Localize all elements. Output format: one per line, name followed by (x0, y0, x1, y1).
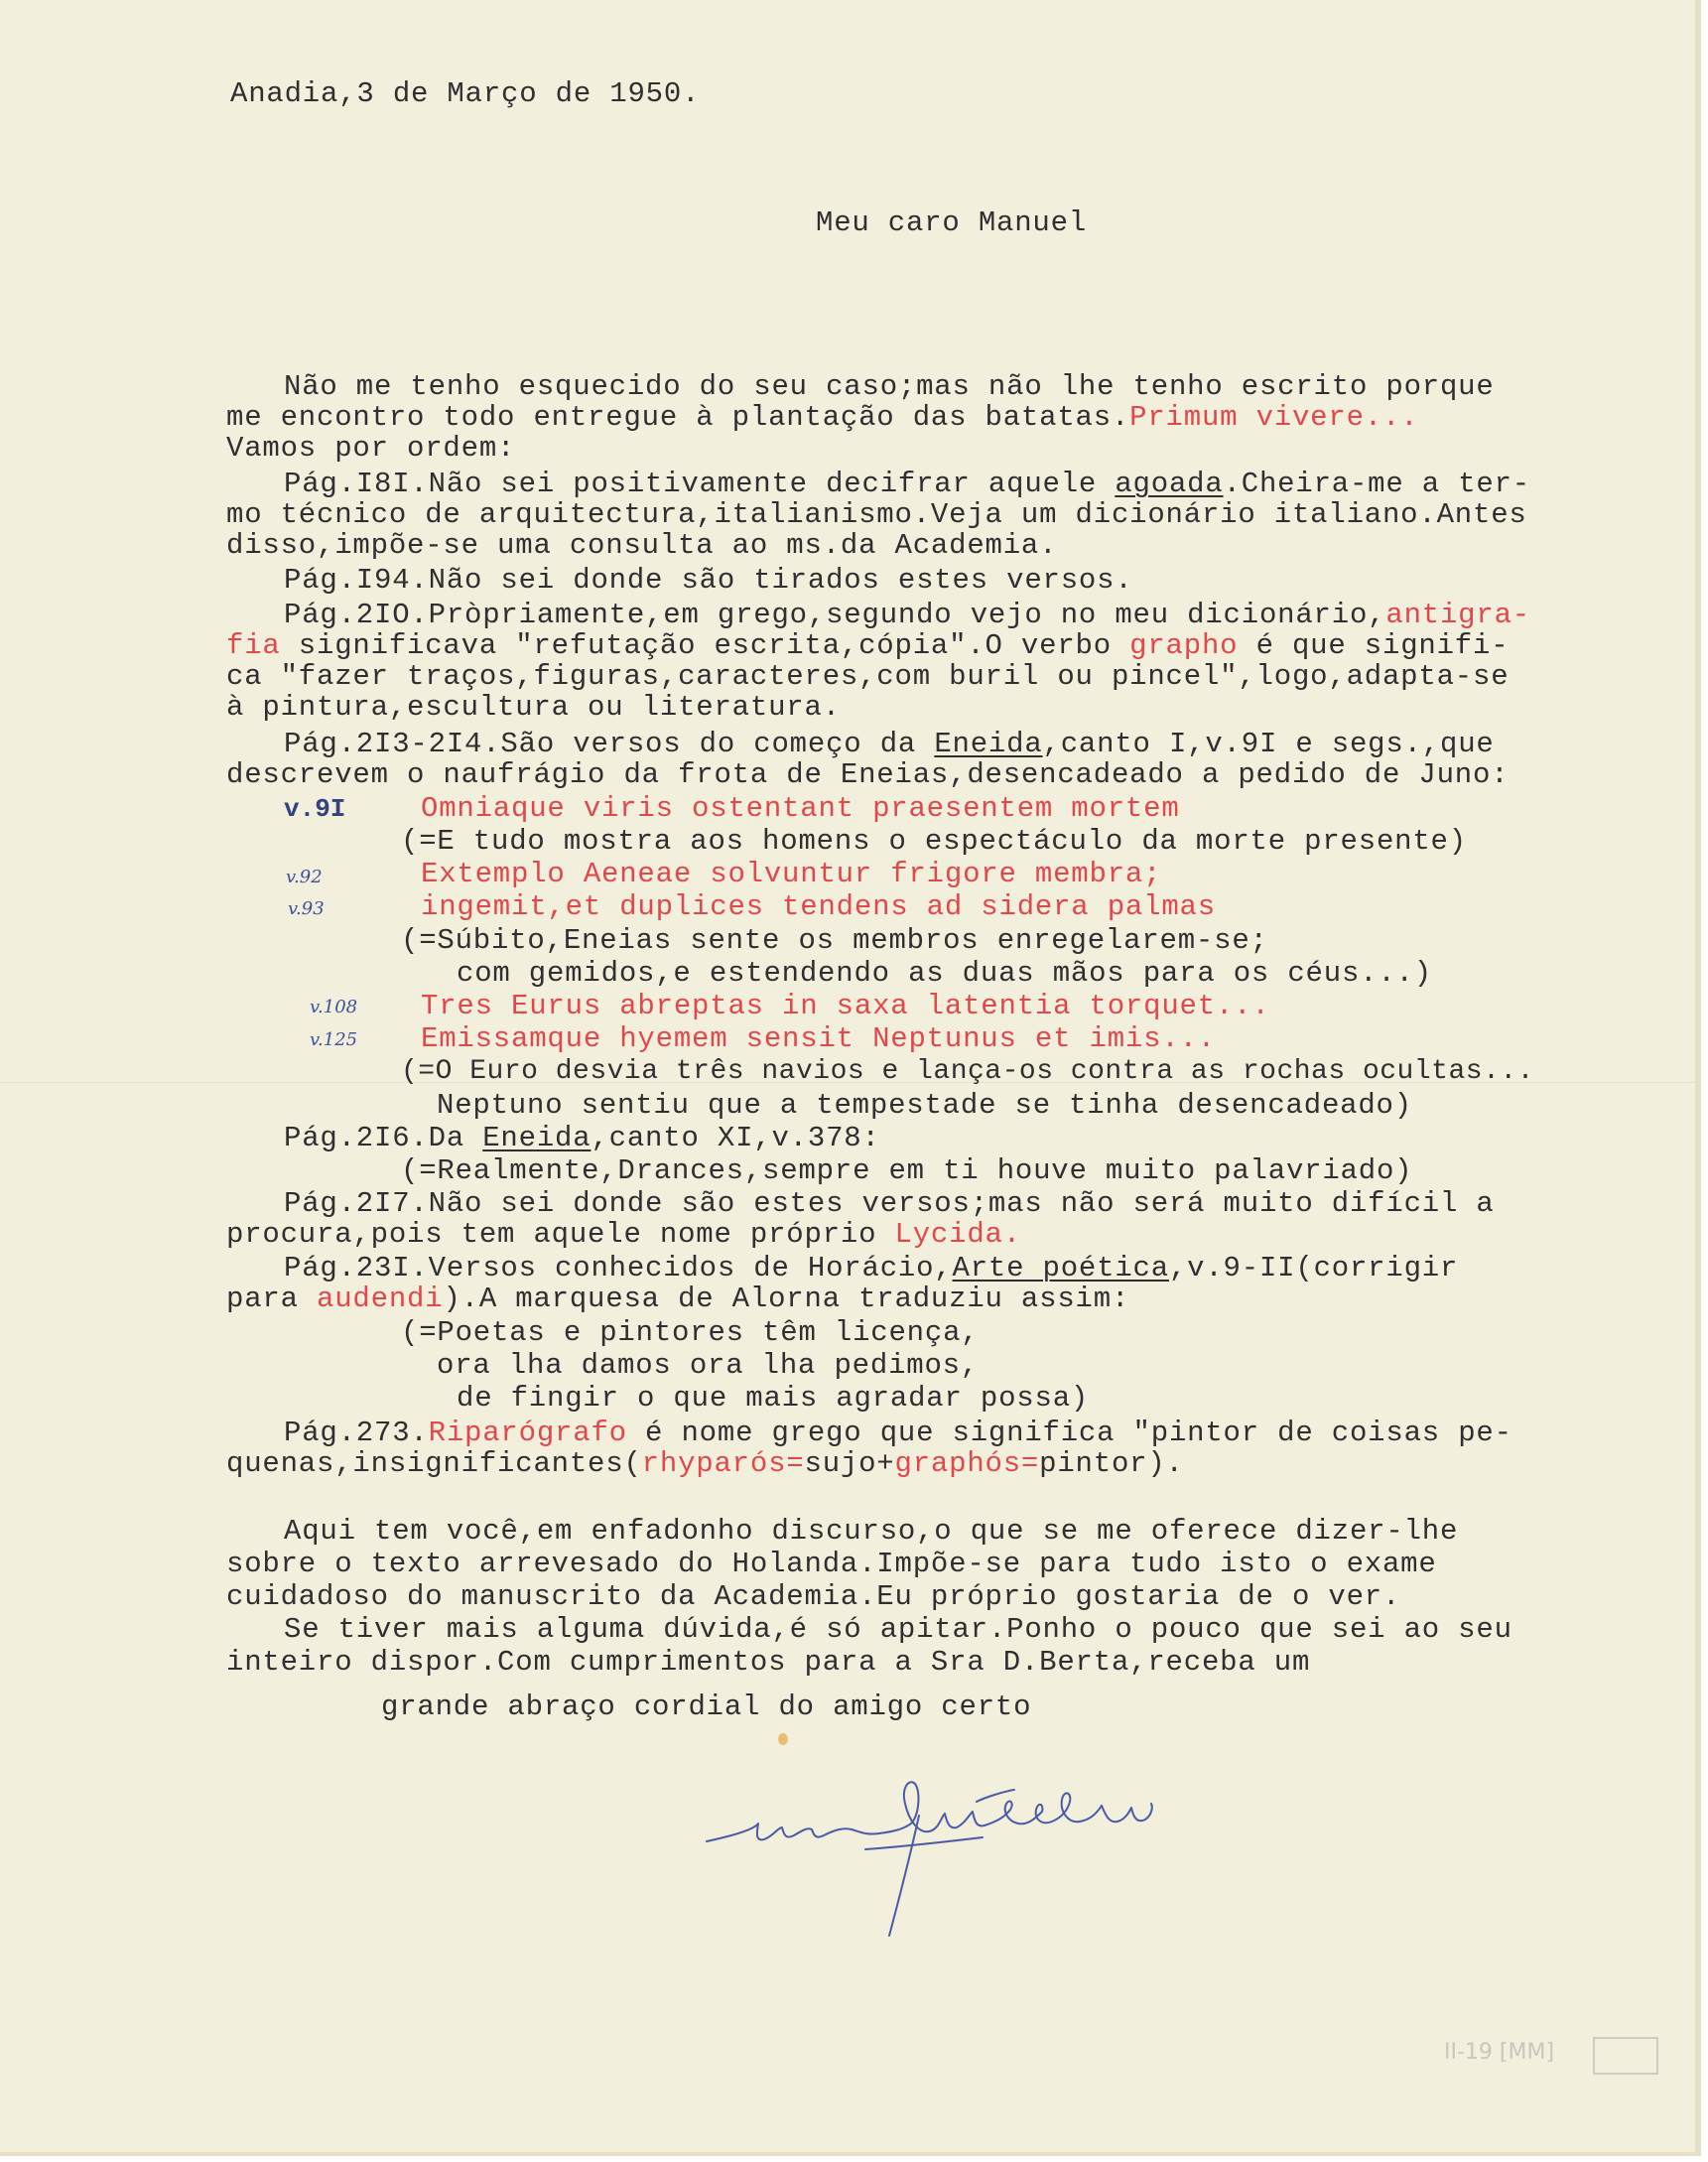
latin-verse: Omniaque viris ostentant praesentem mortem (421, 792, 1180, 825)
translation-line: com gemidos,e estendendo as duas mãos para os céus...) (457, 957, 1432, 990)
translation-line: Neptuno sentiu que a tempestade se tinha desencadeado) (437, 1089, 1412, 1122)
paragraph-line: Vamos por ordem: (226, 432, 516, 465)
latin-verse: ingemit,et duplices tendens ad sidera palmas (421, 890, 1216, 923)
signature-icon (695, 1732, 1171, 1960)
note-pag-216: Pág.2I6.Da Eneida,canto XI,v.378: (284, 1122, 880, 1154)
note-pag-217: Pág.2I7.Não sei donde são estes versos;mas não será muito difícil a (284, 1187, 1495, 1220)
paragraph-line: fia significava "refutação escrita,cópia".O verbo grapho é que signifi- (226, 629, 1510, 662)
paragraph-line: descrevem o naufrágio da frota de Eneias,desencadeado a pedido de Juno: (226, 758, 1510, 791)
closing-paragraph-line: inteiro dispor.Com cumprimentos para a Sra D.Berta,receba um (226, 1646, 1311, 1679)
closing-paragraph-line: cuidadoso do manuscrito da Academia.Eu próprio gostaria de o ver. (226, 1580, 1401, 1613)
note-pag-273: Pág.273.Riparógrafo é nome grego que significa "pintor de coisas pe- (284, 1417, 1512, 1449)
note-pag-210: Pág.2IO.Pròpriamente,em grego,segundo vejo no meu dicionário,antigra- (284, 599, 1530, 631)
closing-paragraph-line: sobre o texto arrevesado do Holanda.Impõe-se para tudo isto o exame (226, 1548, 1437, 1580)
closing-paragraph-line: Aqui tem você,em enfadonho discurso,o que se me oferece dizer-lhe (284, 1515, 1459, 1548)
archive-mark: II-19 [MM] (1444, 2040, 1555, 2065)
archive-stamp (1593, 2037, 1658, 2075)
note-pag-194: Pág.I94.Não sei donde são tirados estes versos. (284, 564, 1133, 597)
paragraph-line: Não me tenho esquecido do seu caso;mas não lhe tenho escrito porque (284, 370, 1495, 403)
margin-note: v.108 (310, 997, 358, 1017)
closing-phrase: grande abraço cordial do amigo certo (381, 1690, 1032, 1723)
margin-note: v.92 (286, 867, 323, 887)
paragraph-line: para audendi).A marquesa de Alorna traduziu assim: (226, 1283, 1130, 1315)
translation-line: ora lha damos ora lha pedimos, (437, 1349, 980, 1382)
margin-note: v.93 (288, 898, 325, 919)
translation-line: (=O Euro desvia três navios e lança-os contra as rochas ocultas... (401, 1056, 1534, 1087)
paragraph-line: procura,pois tem aquele nome próprio Lycida. (226, 1218, 1021, 1251)
note-pag-181: Pág.I8I.Não sei positivamente decifrar aquele agoada.Cheira-me a ter- (284, 468, 1531, 500)
paragraph-line: quenas,insignificantes(rhyparós=sujo+graphós=pintor). (226, 1447, 1184, 1480)
latin-verse: Emissamque hyemem sensit Neptunus et imis... (421, 1022, 1216, 1055)
margin-note: v.125 (310, 1029, 358, 1050)
translation-line: (=E tudo mostra aos homens o espectáculo da morte presente) (401, 825, 1467, 858)
closing-paragraph-line: Se tiver mais alguma dúvida,é só apitar.Ponho o pouco que sei ao seu (284, 1613, 1512, 1646)
paragraph-line: mo técnico de arquitectura,italianismo.Veja um dicionário italiano.Antes (226, 498, 1527, 531)
translation-line: (=Poetas e pintores têm licença, (401, 1316, 980, 1349)
salutation: Meu caro Manuel (816, 206, 1088, 239)
paragraph-line: disso,impõe-se uma consulta ao ms.da Academia. (226, 529, 1058, 562)
translation-line: (=Súbito,Eneias sente os membros enregelarem-se; (401, 924, 1268, 957)
translation-line: (=Realmente,Drances,sempre em ti houve muito palavriado) (401, 1154, 1413, 1187)
latin-verse: Tres Eurus abreptas in saxa latentia torquet... (421, 990, 1270, 1022)
latin-verse: Extemplo Aeneae solvuntur frigore membra; (421, 858, 1162, 890)
paragraph-line: me encontro todo entregue à plantação das batatas.Primum vivere... (226, 401, 1419, 434)
date-line: Anadia,3 de Março de 1950. (230, 77, 701, 110)
note-pag-213: Pág.2I3-2I4.São versos do começo da Eneida,canto I,v.9I e segs.,que (284, 728, 1495, 760)
margin-note: v.9I (284, 794, 346, 824)
translation-line: de fingir o que mais agradar possa) (457, 1382, 1090, 1415)
note-pag-231: Pág.23I.Versos conhecidos de Horácio,Arte poética,v.9-II(corrigir (284, 1252, 1459, 1284)
paragraph-line: ca "fazer traços,figuras,caracteres,com buril ou pincel",logo,adapta-se (226, 660, 1510, 693)
paragraph-line: à pintura,escultura ou literatura. (226, 691, 841, 724)
